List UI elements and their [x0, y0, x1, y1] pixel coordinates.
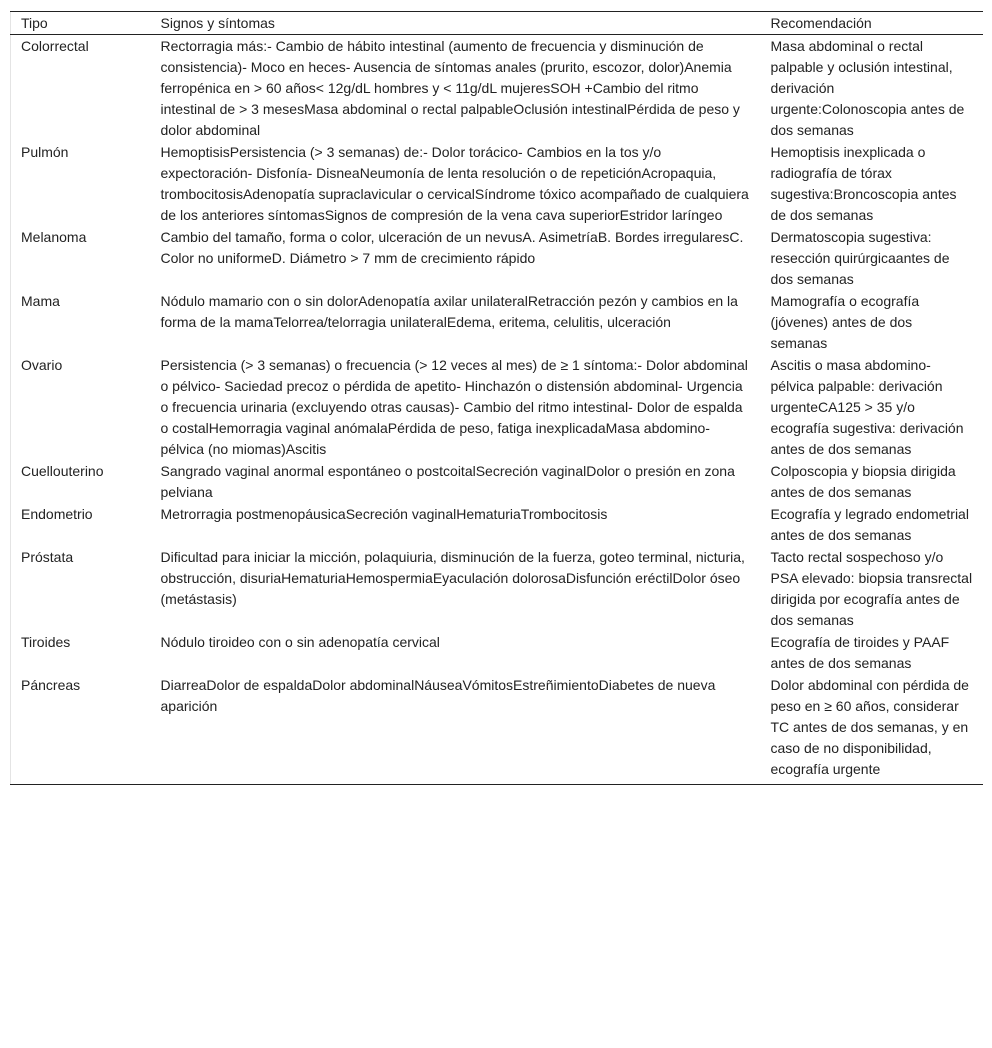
table-row	[11, 546, 983, 631]
cell-tipo: Páncreas	[21, 677, 81, 693]
header-signos: Signos y síntomas	[151, 12, 761, 35]
cell-signos: DiarreaDolor de espaldaDolor abdominalNáuseaVómitosEstreñimientoDiabetes de nueva aparición	[160, 677, 716, 714]
table-row	[11, 35, 983, 142]
cell-signos: Nódulo tiroideo con o sin adenopatía cervical	[160, 634, 440, 650]
cell-signos: Persistencia (> 3 semanas) o frecuencia (> 12 veces al mes) de ≥ 1 síntoma:- Dolor abdominal o pélvico- Saciedad precoz o pérdida de apetito- Hinchazón o distensión abdominal- Urgencia o frecuencia urinaria (excluyendo otras causas)- Cambio del ritmo intestinal- Dolor de espalda o costalHemorragia vaginal anómalaPérdida de peso, fatiga inexplicadaMasa abdomino-pélvica (no miomas)Ascitis	[160, 357, 748, 457]
cell-tipo: Cuellouterino	[21, 463, 104, 479]
table-header-row	[11, 12, 983, 35]
cell-signos: Rectorragia más:- Cambio de hábito intestinal (aumento de frecuencia y disminución de consistencia)- Moco en heces- Ausencia de síntomas anales (prurito, escozor, dolor)Anemia ferropénica en > 60 años< 12g/dL hombres y < 11g/dL mujeresSOH +Cambio del ritmo intestinal de > 3 mesesMasa abdominal o rectal palpableOclusión intestinalPérdida de peso y dolor abdominal	[160, 38, 740, 138]
table-row	[11, 141, 983, 226]
cell-tipo: Pulmón	[21, 144, 69, 160]
table-row	[11, 290, 983, 354]
cell-recomendacion: Ascitis o masa abdomino-pélvica palpable: derivación urgenteCA125 > 35 y/o ecografía sugestiva: derivación antes de dos semanas	[770, 357, 964, 457]
cell-recomendacion: Masa abdominal o rectal palpable y oclusión intestinal, derivación urgente:Colonoscopia antes de dos semanas	[770, 38, 965, 138]
cell-signos: Cambio del tamaño, forma o color, ulceración de un nevusA. AsimetríaB. Bordes irregularesC. Color no uniformeD. Diámetro > 7 mm de crecimiento rápido	[160, 229, 744, 266]
cell-recomendacion: Dolor abdominal con pérdida de peso en ≥ 60 años, considerar TC antes de dos semanas, y en caso de no disponibilidad, ecografía urgente	[770, 677, 969, 777]
cell-recomendacion: Dermatoscopia sugestiva: resección quirúrgicaantes de dos semanas	[770, 229, 950, 287]
table-row	[11, 631, 983, 674]
header-tipo: Tipo	[11, 12, 151, 35]
table-body	[11, 35, 983, 785]
cell-recomendacion: Colposcopia y biopsia dirigida antes de dos semanas	[770, 463, 956, 500]
cell-recomendacion: Tacto rectal sospechoso y/o PSA elevado: biopsia transrectal dirigida por ecografía antes de dos semanas	[770, 549, 973, 628]
cell-tipo: Ovario	[21, 357, 63, 373]
cell-tipo: Melanoma	[21, 229, 87, 245]
cell-tipo: Mama	[21, 293, 60, 309]
cell-recomendacion: Mamografía o ecografía (jóvenes) antes de dos semanas	[770, 293, 920, 351]
table-row	[11, 354, 983, 460]
cell-tipo: Próstata	[21, 549, 74, 565]
cell-recomendacion: Ecografía y legrado endometrial antes de dos semanas	[770, 506, 969, 543]
cell-signos: HemoptisisPersistencia (> 3 semanas) de:- Dolor torácico- Cambios en la tos y/o expectoración- Disfonía- DisneaNeumonía de lenta resolución o de repeticiónAcropaquia, trombocitosisAdenopatía supraclavicular o cervicalSíndrome tóxico acompañado de cualquiera de los anteriores síntomasSignos de compresión de la vena cava superiorEstridor laríngeo	[160, 144, 749, 223]
table-row	[11, 226, 983, 290]
cell-recomendacion: Ecografía de tiroides y PAAF antes de dos semanas	[770, 634, 950, 671]
referral-criteria-table	[10, 11, 983, 785]
cell-signos: Nódulo mamario con o sin dolorAdenopatía axilar unilateralRetracción pezón y cambios en la forma de la mamaTelorrea/telorragia unilateralEdema, eritema, celulitis, ulceración	[160, 293, 738, 330]
cell-signos: Metrorragia postmenopáusicaSecreción vaginalHematuriaTrombocitosis	[160, 506, 608, 522]
table-row	[11, 460, 983, 503]
cell-signos: Dificultad para iniciar la micción, polaquiuria, disminución de la fuerza, goteo terminal, nicturia, obstrucción, disuriaHematuriaHemospermiaEyaculación dolorosaDisfunción eréctilDolor óseo (metástasis)	[160, 549, 745, 607]
cell-recomendacion: Hemoptisis inexplicada o radiografía de tórax sugestiva:Broncoscopia antes de dos semanas	[770, 144, 957, 223]
header-recomendacion: Recomendación	[761, 12, 983, 35]
cell-tipo: Tiroides	[21, 634, 71, 650]
cell-signos: Sangrado vaginal anormal espontáneo o postcoitalSecreción vaginalDolor o presión en zona pelviana	[160, 463, 735, 500]
cell-tipo: Colorrectal	[21, 38, 89, 54]
cell-tipo: Endometrio	[21, 506, 93, 522]
table-row	[11, 674, 983, 785]
table-row	[11, 503, 983, 546]
